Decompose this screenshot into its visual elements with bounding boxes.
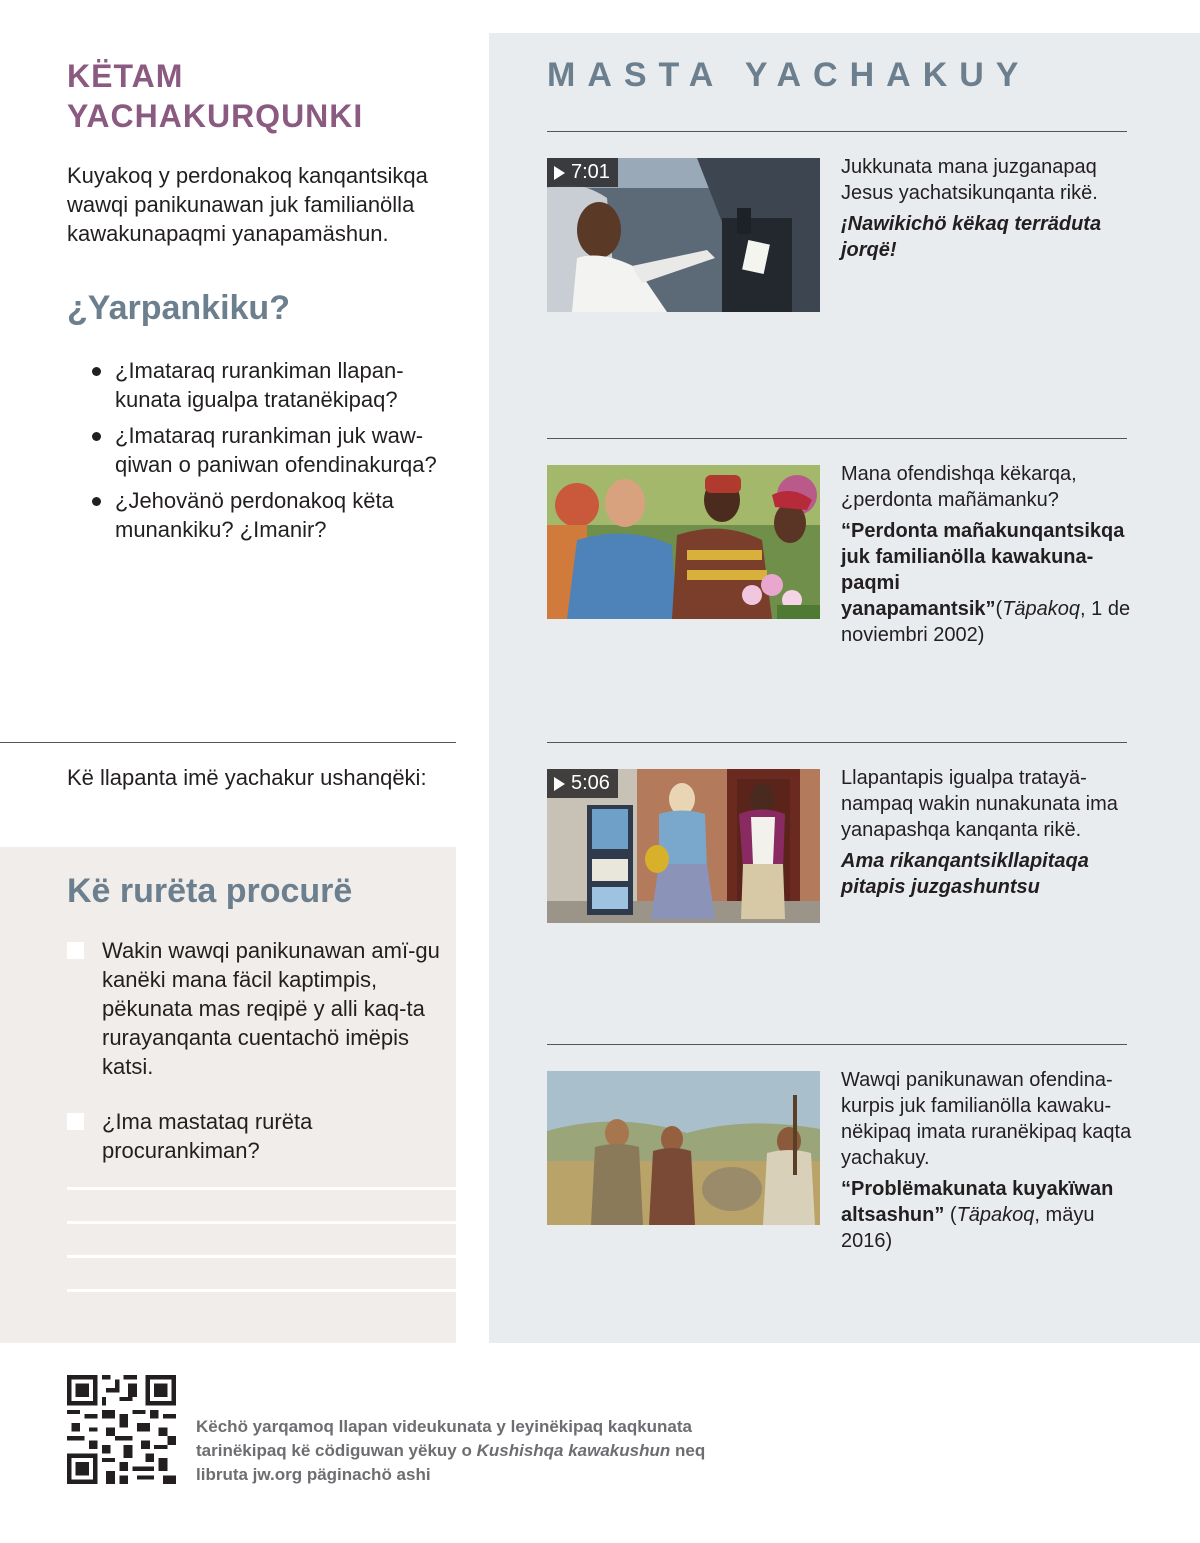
bible-scene-image — [547, 1071, 820, 1225]
play-icon — [554, 777, 565, 791]
writing-line[interactable] — [67, 1187, 456, 1190]
video-thumbnail[interactable] — [547, 158, 820, 312]
explore-link[interactable]: Ama rikanqantsikllapitaqa pitapis juzgashuntsu — [841, 850, 1089, 898]
review-questions — [92, 356, 457, 551]
divider — [547, 742, 1127, 743]
article-thumbnail[interactable] — [547, 1071, 820, 1225]
video-duration-badge: 7:01 — [547, 158, 618, 187]
divider — [547, 1044, 1127, 1045]
explore-item-text — [841, 1067, 1141, 1254]
remember-label: Kë llapanta imë yachakur ushanqëki: — [67, 765, 427, 790]
explore-desc: Llapantapis igualpa tratayä-nampaq wakin nunakunata ima yanapashqa kanqanta rikë. — [841, 767, 1118, 841]
try-heading: Kë rurëta procurë — [67, 872, 353, 910]
review-question: ¿Imataraq rurankiman llapan-kunata igualpa tratanëkipaq? — [92, 356, 457, 414]
writing-line[interactable] — [67, 1255, 456, 1258]
try-this-box — [0, 847, 456, 1343]
try-item-text: Wakin wawqi panikunawan amï-gu kanëki mana fäcil kaptimpis, pëkunata mas reqipë y alli kaq-ta rurayanqanta cuentachö imëpis katsi. — [102, 938, 440, 1079]
explore-heading: MASTA YACHAKUY — [547, 56, 1031, 94]
greeting-scene-image — [547, 465, 820, 619]
bullet-icon — [92, 497, 101, 506]
explore-link[interactable]: “Perdonta mañakunqantsikqa juk familianölla kawakuna-paqmi yanapamantsik”(Täpakoq, 1 de noviembri 2002) — [841, 520, 1131, 646]
explore-item-text — [841, 154, 1141, 263]
review-heading: ¿Yarpankiku? — [67, 289, 290, 327]
divider — [547, 131, 1127, 132]
explore-item-text — [841, 461, 1141, 648]
video-thumbnail[interactable] — [547, 769, 820, 923]
bullet-icon — [92, 367, 101, 376]
review-question: ¿Imataraq rurankiman juk waw-qiwan o paniwan ofendinakurqa? — [92, 421, 457, 479]
review-question: ¿Jehovänö perdonakoq këta munankiku? ¿Imanir? — [92, 486, 457, 544]
bullet-icon — [92, 432, 101, 441]
article-thumbnail[interactable] — [547, 465, 820, 619]
qr-code-icon[interactable] — [67, 1375, 176, 1484]
checkbox[interactable] — [67, 1113, 84, 1130]
explore-desc: Wawqi panikunawan ofendina-kurpis juk familianölla kawaku-nëkipaq imata ruranëkipaq kaqta yachakuy. — [841, 1069, 1132, 1169]
try-item-text: ¿Ima mastataq rurëta procurankiman? — [102, 1109, 313, 1163]
explore-link[interactable]: “Problëmakunata kuyakïwan altsashun” (Täpakoq, mäyu 2016) — [841, 1178, 1114, 1252]
footer-note: Këchö yarqamoq llapan videukunata y leyinëkipaq kaqkunata tarinëkipaq kë cödiguwan yëkuy o Kushishqa kawakushun neq libruta jw.org päginachö ashi — [196, 1417, 706, 1484]
play-icon — [554, 166, 565, 180]
explore-desc: Jukkunata mana juzganapaq Jesus yachatsikunqanta rikë. — [841, 156, 1098, 204]
explore-link[interactable]: ¡Nawikichö këkaq terräduta jorqë! — [841, 213, 1102, 261]
try-item — [67, 1107, 447, 1165]
explore-item-text — [841, 765, 1141, 900]
lesson-kicker: KËTAM YACHAKURQUNKI — [67, 58, 364, 134]
video-duration-badge: 5:06 — [547, 769, 618, 798]
try-item — [67, 936, 447, 1081]
explore-desc: Mana ofendishqa këkarqa, ¿perdonta mañämanku? — [841, 463, 1077, 511]
divider — [0, 742, 456, 743]
checkbox[interactable] — [67, 942, 84, 959]
writing-line[interactable] — [67, 1221, 456, 1224]
lesson-intro: Kuyakoq y perdonakoq kanqantsikqa wawqi panikunawan juk familianölla kawakunapaqmi yanapamäshun. — [67, 163, 428, 246]
divider — [547, 438, 1127, 439]
writing-line[interactable] — [67, 1289, 456, 1292]
